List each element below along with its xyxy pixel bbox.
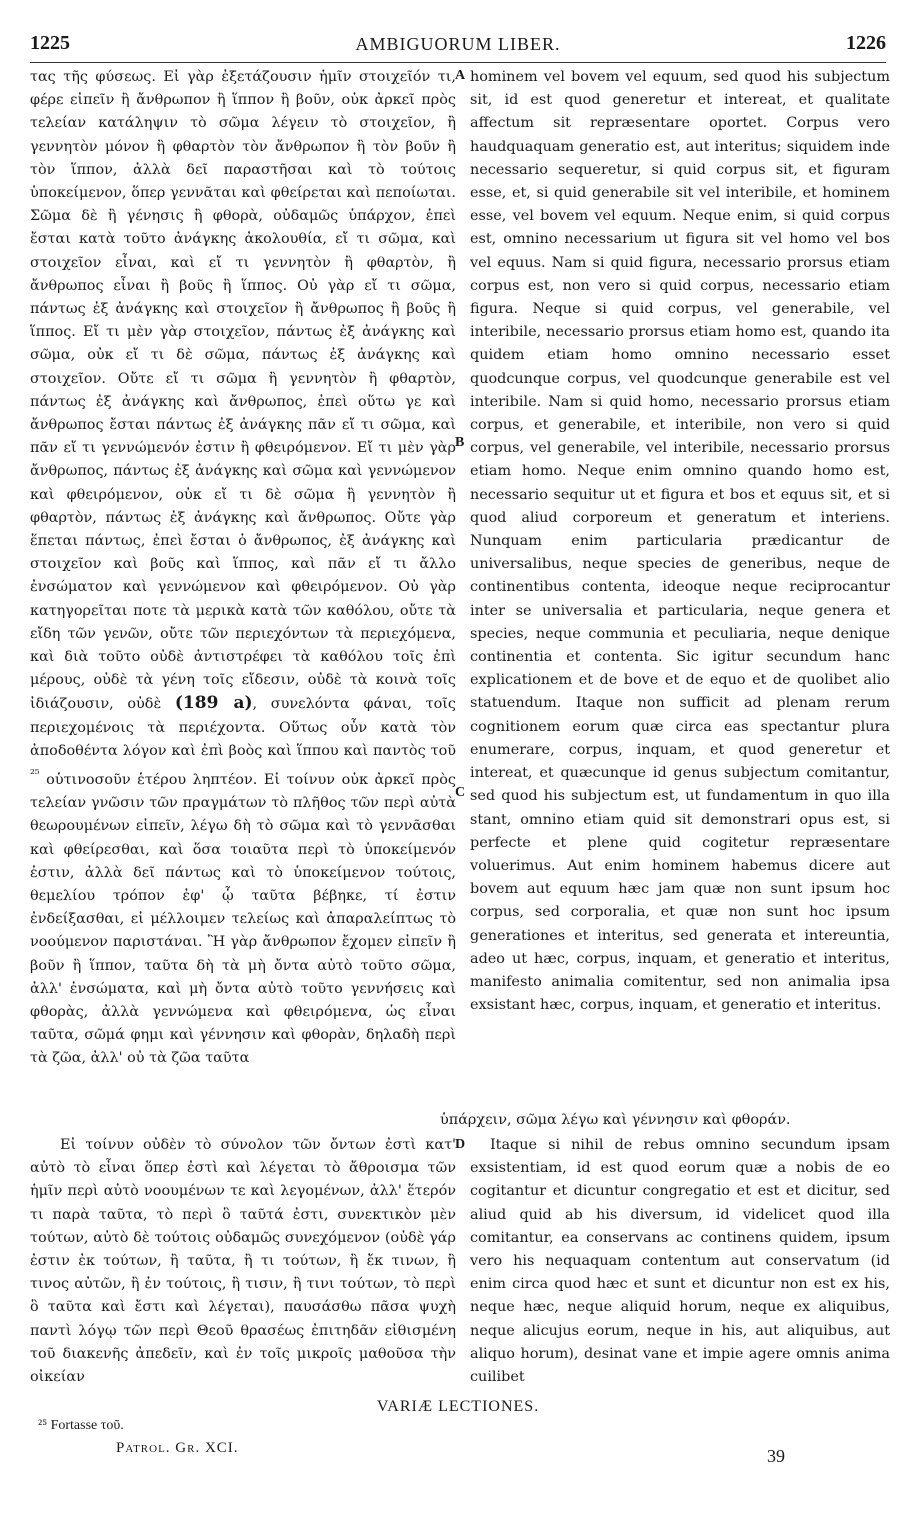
greek-column	[30, 66, 456, 1071]
footnote: ²⁵ Fortasse τοῦ.	[38, 1418, 124, 1433]
running-title: AMBIGUORUM LIBER.	[355, 34, 561, 54]
margin-letter-d: D	[455, 1137, 466, 1152]
latin-column	[470, 66, 890, 1017]
margin-letter-a: A	[455, 68, 466, 83]
margin-letter-b: B	[455, 435, 465, 450]
patrologia-signature: Patrol. Gr. XCI.	[116, 1440, 239, 1456]
latin-paragraph-2: Itaque si nihil de rebus omnino secundum ipsam exsistentiam, id est quod eorum quæ a nobis de eo cogitantur et dicuntur congregatio et est et dicitur, sed aliud quid ab his diversum, id videlicet quod illa comitantur, ea conservans ac continens quidem, ipsum vero his nequaquam contentum aut conservatum (id enim circa quod hæc et sunt et dicuntur non est ex his, neque hæc, neque aliquid horum, neque ex aliquibus, neque alicujus eorum, neque in his, aut aliquibus, aut aliquo horum), desinat vane et impie agere omnis anima cuilibet	[470, 1137, 890, 1386]
page-number-left: 1225	[30, 32, 70, 54]
folio-marker: (189 a)	[174, 693, 253, 714]
latin-paragraph-2-block	[470, 1134, 890, 1389]
footnote-marker: ²⁵	[30, 767, 40, 782]
gathering-signature: 39	[767, 1446, 785, 1466]
greek-paragraph-1	[30, 66, 456, 1071]
greek-text-1: τας τῆς φύσεως. Εἰ γὰρ ἐξετάζουσιν ἡμῖν στοιχεῖόν τι, φέρε εἰπεῖν ἢ ἄνθρωπον ἢ ἵππον ἢ βοῦν, οὐκ ἀρκεῖ πρὸς τελείαν κατάληψιν τὸ σῶμα λέγειν τὸ στοιχεῖον, ἢ γεννητὸν μόνον ἢ φθαρτὸν τὸν ἄνθρωπον ἢ τὸν βοῦν ἢ τὸν ἵππον, ἀλλὰ δεῖ παραστῆσαι καὶ τὸ τούτοις ὑποκείμενον, ὅπερ γεννᾶται καὶ φθείρεται καὶ πεποίωται. Σῶμα δὲ ἢ γένησις ἢ φθορὰ, οὐδαμῶς ὑπάρχον, ἐπεὶ ἔσται κατὰ τοῦτο ἀνάγκης ἀκολουθία, εἴ τι σῶμα, καὶ στοιχεῖον εἶναι, καὶ εἴ τι γεννητὸν ἢ φθαρτὸν, ἢ ἄνθρωπος εἶναι ἢ βοῦς ἢ ἵππος. Οὐ γὰρ εἴ τι σῶμα, πάντως ἐξ ἀνάγκης καὶ στοιχεῖον ἢ ἄνθρωπος ἢ βοῦς ἢ ἵππος. Εἴ τι μὲν γὰρ στοιχεῖον, πάντως ἐξ ἀνάγκης καὶ σῶμα, οὐκ εἴ τι δὲ σῶμα, πάντως ἐξ ἀνάγκης καὶ στοιχεῖον. Οὔτε εἴ τι σῶμα ἢ γεννητὸν ἢ φθαρτὸν, πάντως ἐξ ἀνάγκης καὶ ἄνθρωπος, ἐπεὶ οὕτω γε καὶ ἄνθρωπος ἔσται πάντως ἐξ ἀνάγκης πᾶν εἴ τι σῶμα, καὶ πᾶν εἴ τι γεννώμενόν ἐστιν ἢ φθειρόμενον. Εἴ τι μὲν γὰρ ἄνθρωπος, πάντως ἐξ ἀνάγκης καὶ σῶμα καὶ γεννώμενον καὶ φθειρόμενον, οὐκ εἴ τι δὲ σῶμα ἢ γεννητὸν ἢ φθαρτὸν, πάντως ἐξ ἀνάγκης καὶ ἄνθρωπος. Οὔτε γὰρ ἕπεται πάντως, ἐπεὶ ἔσται ὁ ἄνθρωπος, ἐξ ἀνάγκης καὶ στοιχεῖον καὶ βοῦς καὶ ἵππος, καὶ πᾶν εἴ τι ἄλλο ἐνσώματον καὶ γεννώμενον καὶ φθειρόμενον. Οὐ γὰρ κατηγορεῖται ποτε τὰ μερικὰ κατὰ τῶν καθόλου, οὔτε τὰ εἴδη τῶν γενῶν, οὔτε τῶν περιεχόντων τὰ περιεχόμενα, καὶ διὰ τοῦτο οὐδὲ ἀντιστρέφει τὰ καθόλου τοῖς ἐπὶ μέρους, οὐδὲ τὰ γένη τοῖς εἴδεσιν, οὐδὲ τὰ κοινὰ τοῖς ἰδιάζουσιν, οὐδὲ	[30, 69, 456, 713]
greek-paragraph-2-block	[30, 1134, 456, 1389]
cross-column-line: ὑπάρχειν, σῶμα λέγω καὶ γέννησιν καὶ φθοράν.	[440, 1112, 791, 1128]
greek-paragraph-2: Εἰ τοίνυν οὐδὲν τὸ σύνολον τῶν ὄντων ἐστὶ κατ' αὐτὸ τὸ εἶναι ὅπερ ἐστὶ καὶ λέγεται τὸ ἄθροισμα τῶν ἡμῖν περὶ αὐτὸ νοουμένων τε καὶ λεγομένων, ἀλλ' ἕτερόν τι παρὰ ταῦτα, τὸ περὶ ὃ ταῦτά ἐστι, συνεκτικὸν μὲν τούτων, αὐτὸ δὲ τούτοις οὐδαμῶς συνεχόμενον (οὐδὲ γάρ ἐστιν ἐκ τούτων, ἢ ταῦτα, ἢ τι τούτων, ἢ ἔκ τινων, ἢ τινος αὐτῶν, ἢ ἐν τούτοις, ἢ τισιν, ἢ τινι τούτων, τὸ περὶ ὃ ταῦτα καὶ ἔστι καὶ λέγεται), παυσάσθω πᾶσα ψυχὴ παντὶ λόγῳ τῶν περὶ Θεοῦ θρασέως ἐπιτηδᾶν εἰθισμένη τοῦ διακενῆς ἀπεδεῖν, καὶ ἐν τοῖς μικροῖς μαθοῦσα τὴν οἰκείαν	[30, 1137, 456, 1386]
page-number-right: 1226	[846, 32, 886, 54]
greek-text-2: , συνελόντα φάναι, τοῖς περιεχομένοις τὰ περιέχοντα. Οὕτως οὖν κατὰ τὸν ἀποδοθέντα λόγον καὶ ἐπὶ βοὸς καὶ ἵππου καὶ παντὸς τοῦ	[30, 696, 456, 759]
greek-text-3: οὑτινοσοῦν ἑτέρου ληπτέον. Εἰ τοίνυν οὐκ ἀρκεῖ πρὸς τελείαν γνῶσιν τῶν πραγμάτων τὸ πλῆθος τῶν περὶ αὐτὰ θεωρουμένων εἰπεῖν, λέγω δὴ τὸ σῶμα καὶ τὸ γεννᾶσθαι καὶ φθείρεσθαι, καὶ ὅσα τοιαῦτα περὶ τὸ ὑποκείμενόν ἐστιν, ἀλλὰ δεῖ πάντως καὶ τὸ ὑποκείμενον τούτοις, θεμελίου τρόπον ἐφ' ᾧ ταῦτα βέβηκε, τί ἐστιν ἐνδείξασθαι, εἰ μέλλοιμεν τελείως καὶ ἀπαραλείπτως τὸ νοούμενον παριστάναι. Ἢ γὰρ ἄνθρωπον ἔχομεν εἰπεῖν ἢ βοῦν ἢ ἵππον, ταῦτα δὴ τὰ μὴ ὄντα αὐτὸ τοῦτο σῶμα, ἀλλ' ἐνσώματα, καὶ μὴ ὄντα αὐτὸ τοῦτο γεννήσεις καὶ φθορὰς, ἀλλὰ γεννώμενα καὶ φθειρόμενα, ὡς εἶναι ταῦτα, σῶμά φημι καὶ γέννησιν καὶ φθορὰν, δηλαδὴ περὶ τὰ ζῶα, ἀλλ' οὐ τὰ ζῶα ταῦτα	[30, 771, 456, 1067]
variae-lectiones-heading: VARIÆ LECTIONES.	[376, 1398, 540, 1415]
page-header	[30, 32, 886, 63]
margin-letter-c: C	[455, 785, 466, 800]
latin-paragraph-1: hominem vel bovem vel equum, sed quod his subjectum sit, id est quod generetur et intereat, et qualitate affectum sit repræsentare oportet. Corpus vero haudquaquam generatio est, aut interitus; siquidem inde necessario sequeretur, si quid corpus sit, et figuram esse, et, si quid generabile sit vel interibile, et hominem esse, vel bovem vel equum. Neque enim, si quid corpus est, omnino necessarium ut figura sit vel homo vel bos vel equus. Nam si quid figura, necessario prorsus etiam corpus est, non vero si quid corpus, necessario etiam figura. Neque si quid corpus, vel generabile, vel interibile, necessario prorsus etiam homo est, quando ita quidem etiam homo omnino necessario esset quodcunque corpus, vel quodcunque generabile est vel interibile. Nam si quid homo, necessario prorsus etiam corpus, et generabile, et interibile, non vero si quid corpus, vel generabile, vel interibile, necessario prorsus etiam homo. Neque enim omnino quando homo est, necessario sequitur ut et figura et bos et equus sit, et si quod aliud corporeum et generatum et interiens. Nunquam enim particularia prædicantur de universalibus, neque species de generibus, neque de continentibus contenta, ideoque neque reciprocantur inter se universalia et particularia, neque genera et species, neque communia et peculiaria, neque denique continentia et contenta. Sic igitur secundum hanc explicationem et de bove et de equo et de quolibet alio statuendum. Itaque non sufficit ad plenam rerum cognitionem eorum quæ circa eas spectantur plura enumerare, corpus, inquam, et quod generetur et intereat, et quæcunque id genus subjectum comitantur, sed quod his subjectum est, ut fundamentum in quo illa stant, omnino etiam quid sit demonstrari opus est, si perfecte et plene quid cogitetur repræsentare voluerimus. Aut enim hominem habemus dicere aut bovem aut equum hæc jam quæ non sunt ipsum hoc corpus, sed corporalia, et quæ non sunt hoc ipsum generationes et interitus, sed generata et intereuntia, adeo ut hæc, corpus, inquam, et generatio et interitus, manifesto animalia comitentur, sed non animalia ipsa exsistant hæc, corpus, inquam, et generatio et interitus.	[470, 69, 890, 1014]
